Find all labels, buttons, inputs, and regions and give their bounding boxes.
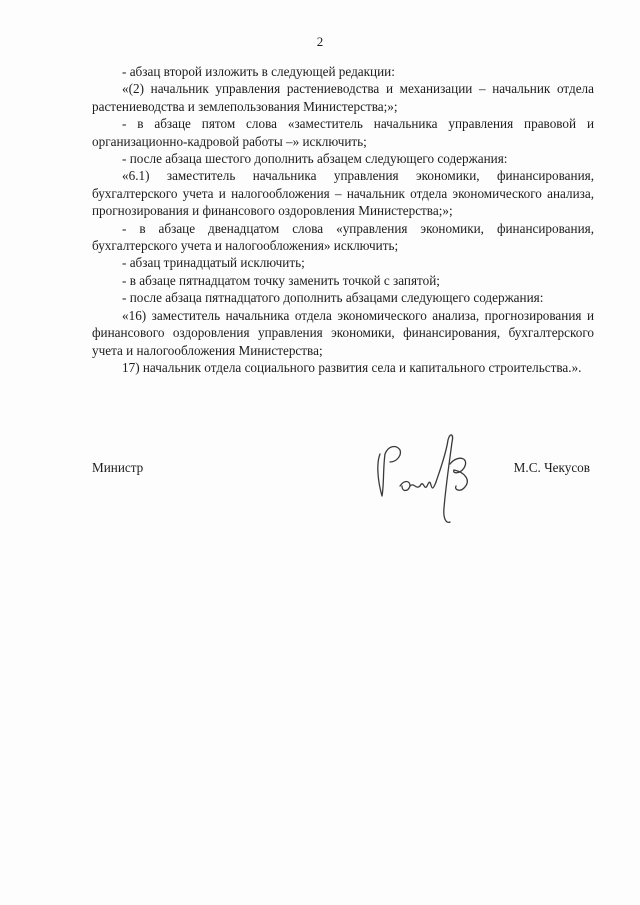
signature-block bbox=[92, 424, 594, 534]
paragraph-11: 17) начальник отдела социального развития села и капитального строительства.». bbox=[122, 359, 582, 375]
paragraph-3: - в абзаце пятом слова «заместитель начальника управления правовой и организационно-кадровой работы –» исключить; bbox=[92, 116, 594, 149]
page-number: 2 bbox=[316, 34, 324, 49]
document-body bbox=[92, 63, 594, 376]
paragraph-2: «(2) начальник управления растениеводства и механизации – начальник отдела растениеводства и землепользования Министерства;»; bbox=[92, 81, 594, 114]
paragraph-6: - в абзаце двенадцатом слова «управления экономики, финансирования, бухгалтерского учета и налогообложения» исключить; bbox=[92, 220, 594, 254]
paragraph-1: - абзац второй изложить в следующей редакции: bbox=[122, 64, 395, 79]
paragraph-8: - в абзаце пятнадцатом точку заменить точкой с запятой; bbox=[122, 272, 440, 288]
paragraph-4: - после абзаца шестого дополнить абзацем следующего содержания: bbox=[122, 151, 508, 167]
paragraph-10: «16) заместитель начальника отдела экономического анализа, прогнозирования и финансового оздоровления управления экономики, финансирования, бухгалтерского учета и налогообложения Министерства; bbox=[92, 307, 594, 358]
paragraph-9: - после абзаца пятнадцатого дополнить абзацами следующего содержания: bbox=[122, 290, 544, 306]
handwritten-signature bbox=[366, 424, 486, 530]
signer-name: М.С. Чекусов bbox=[513, 460, 590, 475]
paragraph-5: «6.1) заместитель начальника управления экономики, финансирования, бухгалтерского учета и налогообложения – начальник отдела экономического анализа, прогнозирования и финансового оздоровления Министерства;»; bbox=[92, 168, 594, 219]
position-title: Министр bbox=[92, 460, 144, 475]
paragraph-7: - абзац тринадцатый исключить; bbox=[122, 255, 305, 271]
